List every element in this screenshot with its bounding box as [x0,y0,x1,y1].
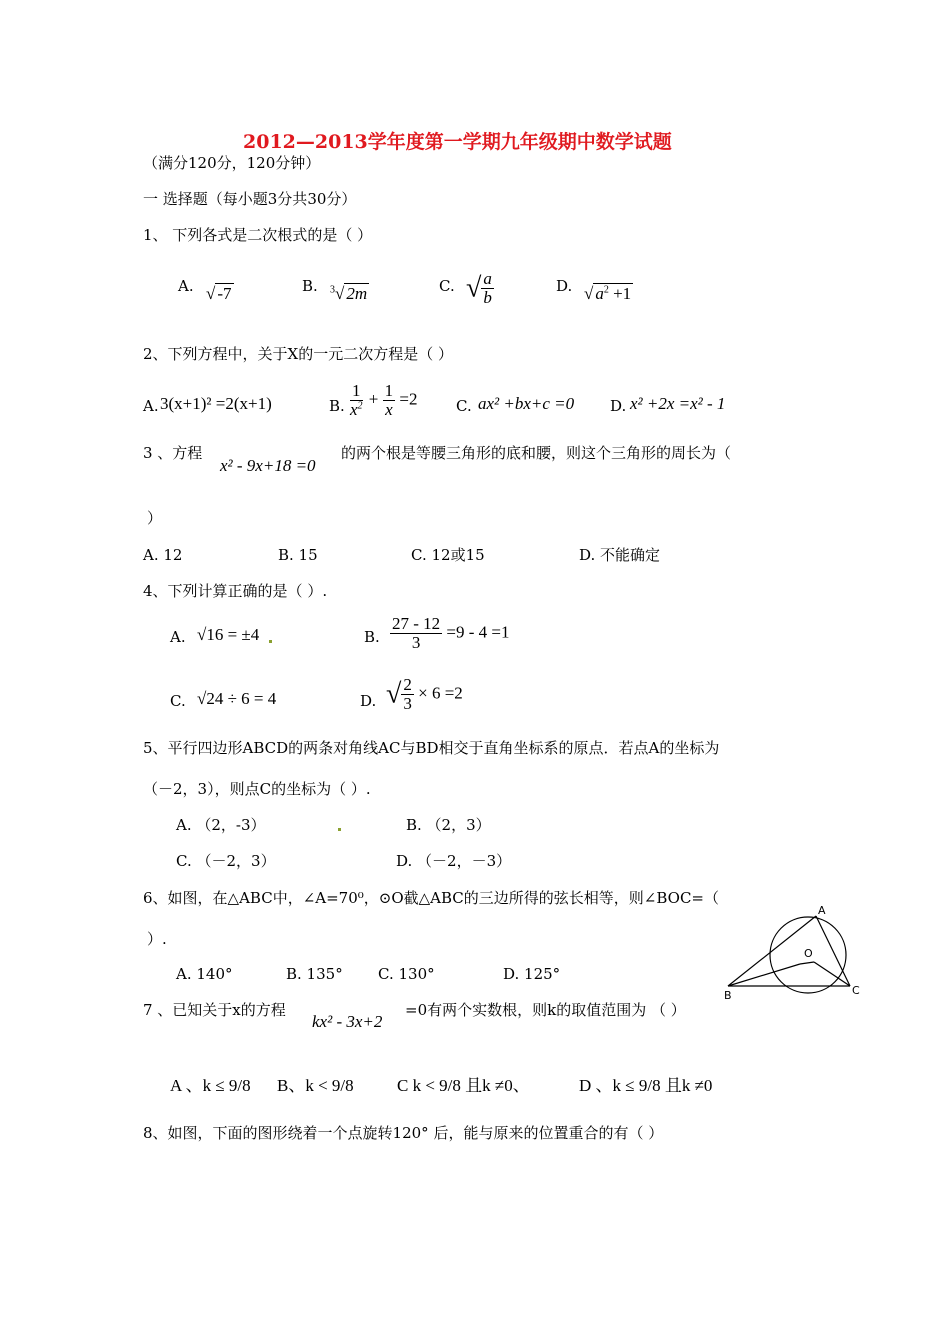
q8-stem: 8、如图，下面的图形绕着一个点旋转120° 后，能与原来的位置重合的有（ ） [143,1124,664,1142]
q7-option-d: D 、k ≤ 9/8 且k ≠0 [579,1076,713,1095]
radicand: -7 [217,284,232,303]
q7-option-a: A 、k ≤ 9/8 [170,1076,251,1095]
q4-c-body: 24 ÷ 6 = 4 [206,689,277,708]
q6-line2: ）. [147,930,167,948]
q7-option-c: C k < 9/8 且k ≠0、 [397,1076,530,1095]
subtitle: （满分120分，120分钟） [143,154,321,172]
q7-stem-post: =0有两个实数根，则k的取值范围为 （ ） [405,1001,686,1019]
q2-option-a-expr: 3(x+1)² =2(x+1) [160,394,272,413]
q1-option-b-expr: $^3$√ 2m [330,284,368,303]
side-ab [728,916,816,986]
stray-mark [269,640,272,643]
fraction-numerator: a [483,269,492,288]
q5-line1: 5、平行四边形ABCD的两条对角线AC与BD相交于直角坐标系的原点．若点A的坐标为 [143,739,720,757]
q4-option-a-expr: √16 = ±4 [197,625,260,644]
q3-option-a: A. 12 [143,546,183,564]
stray-mark [338,828,341,831]
q3-option-b: B. 15 [278,546,318,564]
fraction-numerator: 27 - 12 [392,614,441,633]
q3-equation: x² - 9x+18 =0 [220,456,316,475]
q3-option-c: C. 12或15 [411,546,485,564]
q3-stem-pre: 3 、方程 [143,444,203,462]
q2-option-b-expr: $\frac{1}{x^2}$ + $\frac{1}{x}$ =2 [350,381,418,419]
q5-option-b: B. （2，3） [406,816,491,834]
q3-option-d: D. 不能确定 [579,546,661,564]
q2-b-tail: =2 [399,389,418,409]
q4-option-b-label: B. [364,628,380,646]
radicand: 2m [346,284,368,303]
q5-option-a: A. （2，-3） [176,816,266,834]
q1-option-a-expr: √ -7 [206,284,232,303]
q1-option-d-label: D. [556,277,573,295]
radicand-tail: +1 [613,284,632,303]
fraction-denominator: b [483,287,492,307]
q6-option-b: B. 135° [286,965,343,983]
label-c: C [852,984,860,997]
q4-option-a-label: A. [170,628,186,646]
q3-stem-post: 的两个根是等腰三角形的底和腰，则这个三角形的周长为（ [341,444,732,462]
q7-option-b: B、k < 9/8 [277,1076,354,1095]
q4-option-c-expr: √24 ÷ 6 = 4 [197,689,277,708]
q6-line1: 6、如图，在△ABC中，∠A=70⁰，⊙O截△ABC的三边所得的弦长相等，则∠BOC=（ [143,889,719,907]
q5-line2: （－2，3），则点C的坐标为（ ）. [143,780,371,798]
q4-a-body: 16 = ±4 [206,625,260,644]
q6-figure [718,900,868,1008]
q2-stem: 2、下列方程中，关于X的一元二次方程是（ ） [143,345,453,363]
q1-option-b-label: B. [302,277,318,295]
segment-o [800,962,814,964]
radicand-var: a [595,284,604,303]
q2-option-c-label: C. [456,397,472,415]
q4-option-c-label: C. [170,692,186,710]
section-heading: 一 选择题（每小题3分共30分） [143,190,357,208]
root-index: 3 [330,284,335,296]
q6-option-c: C. 130° [378,965,435,983]
segment-ob [728,964,800,986]
q7-stem-pre: 7 、已知关于x的方程 [143,1001,286,1019]
q1-option-c-expr: √ $\frac{a}{b}$ [466,269,492,307]
q1-stem: 1、 下列各式是二次根式的是（ ） [143,226,373,244]
fraction-denominator: 3 [411,632,421,652]
q4-option-b-expr [390,615,510,652]
q4-option-d-expr: √ $\frac{2}{3}$ × 6 =2 [386,675,463,713]
q5-option-c: C. （－2，3） [176,852,276,870]
q4-b-tail: =9 - 4 =1 [446,622,510,642]
q1-option-c-label: C. [439,277,455,295]
q5-option-d: D. （－2，－3） [396,852,512,870]
q2-option-a-label: A. [143,397,159,415]
q4-d-tail: × 6 =2 [418,683,463,703]
q4-stem: 4、下列计算正确的是（ ）. [143,582,328,600]
q2-option-c-expr: ax² +bx+c =0 [478,394,575,413]
q2-option-d-label: D. [610,397,627,415]
q7-equation: kx² - 3x+2 [312,1012,383,1031]
label-o: O [804,947,813,960]
label-a: A [818,904,826,917]
q4-option-d-label: D. [360,692,377,710]
q1-option-d-expr: √ $a^2 +1$ [584,284,632,303]
q6-option-d: D. 125° [503,965,561,983]
q2-option-d-expr: x² +2x =x² - 1 [630,394,726,413]
q1-option-a-label: A. [178,277,194,295]
label-b: B [724,989,732,1002]
q6-option-a: A. 140° [176,965,233,983]
page-title: 2012—2013学年度第一学期九年级期中数学试题 [243,131,672,153]
q3-stem-close: ） [147,509,163,527]
q2-option-b-label: B. [329,397,345,415]
